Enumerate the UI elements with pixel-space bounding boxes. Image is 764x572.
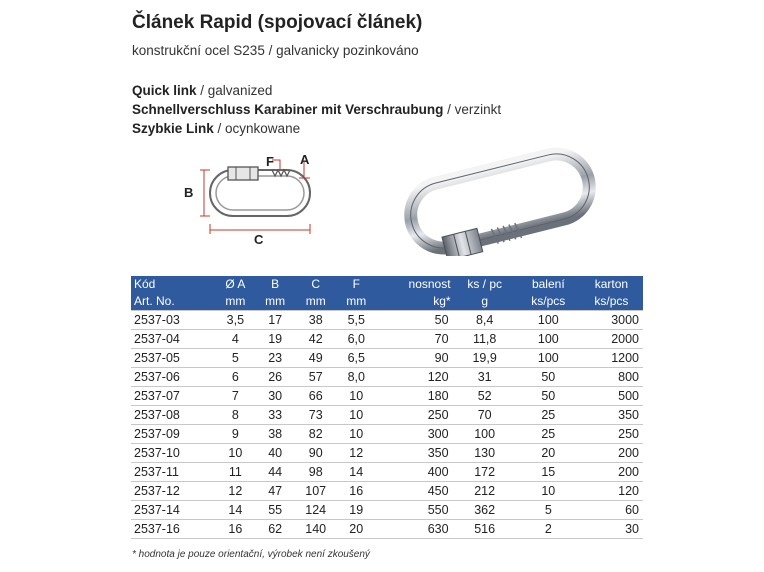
table-cell: 630 bbox=[376, 520, 452, 539]
table-cell: 16 bbox=[336, 482, 376, 501]
table-cell: 30 bbox=[255, 387, 295, 406]
column-header: C bbox=[295, 276, 336, 293]
table-cell: 31 bbox=[453, 368, 517, 387]
column-header: Art. No. bbox=[131, 293, 215, 311]
table-cell: 516 bbox=[453, 520, 517, 539]
table-cell: 100 bbox=[517, 330, 580, 349]
table-cell: 19 bbox=[336, 501, 376, 520]
table-cell: 14 bbox=[336, 463, 376, 482]
table-cell: 50 bbox=[376, 311, 452, 330]
dimension-label-b: B bbox=[184, 185, 194, 200]
specification-table bbox=[131, 276, 643, 539]
table-cell: 2537-04 bbox=[131, 330, 215, 349]
table-row bbox=[131, 406, 643, 425]
table-cell: 19,9 bbox=[453, 349, 517, 368]
table-cell: 12 bbox=[215, 482, 255, 501]
table-row bbox=[131, 311, 643, 330]
column-header: mm bbox=[336, 293, 376, 311]
table-cell: 107 bbox=[295, 482, 336, 501]
translation-desc: / ocynkowane bbox=[213, 121, 301, 136]
table-cell: 2537-05 bbox=[131, 349, 215, 368]
table-cell: 180 bbox=[376, 387, 452, 406]
table-cell: 90 bbox=[376, 349, 452, 368]
table-cell: 52 bbox=[453, 387, 517, 406]
table-cell: 33 bbox=[255, 406, 295, 425]
table-cell: 38 bbox=[295, 311, 336, 330]
table-cell: 25 bbox=[517, 425, 580, 444]
table-row bbox=[131, 349, 643, 368]
column-header: mm bbox=[295, 293, 336, 311]
table-cell: 70 bbox=[453, 406, 517, 425]
table-cell: 212 bbox=[453, 482, 517, 501]
table-cell: 2537-11 bbox=[131, 463, 215, 482]
table-row bbox=[131, 501, 643, 520]
table-cell: 40 bbox=[255, 444, 295, 463]
table-cell: 44 bbox=[255, 463, 295, 482]
translation-name: Quick link bbox=[132, 83, 197, 98]
table-cell: 57 bbox=[295, 368, 336, 387]
table-cell: 450 bbox=[376, 482, 452, 501]
table-cell: 5 bbox=[215, 349, 255, 368]
footnote: * hodnota je pouze orientační, výrobek není zkoušený bbox=[132, 549, 370, 560]
table-cell: 2537-03 bbox=[131, 311, 215, 330]
table-header-row bbox=[131, 293, 643, 311]
translation-desc: / galvanized bbox=[196, 83, 273, 98]
table-cell: 2537-08 bbox=[131, 406, 215, 425]
table-cell: 120 bbox=[580, 482, 643, 501]
table-cell: 4 bbox=[215, 330, 255, 349]
table-cell: 49 bbox=[295, 349, 336, 368]
table-cell: 8,0 bbox=[336, 368, 376, 387]
table-cell: 1200 bbox=[580, 349, 643, 368]
column-header: nosnost bbox=[376, 276, 452, 293]
table-cell: 2537-16 bbox=[131, 520, 215, 539]
table-cell: 82 bbox=[295, 425, 336, 444]
table-cell: 55 bbox=[255, 501, 295, 520]
table-cell: 6,0 bbox=[336, 330, 376, 349]
table-cell: 11 bbox=[215, 463, 255, 482]
table-cell: 26 bbox=[255, 368, 295, 387]
table-cell: 16 bbox=[215, 520, 255, 539]
table-cell: 140 bbox=[295, 520, 336, 539]
table-cell: 2537-09 bbox=[131, 425, 215, 444]
table-row bbox=[131, 387, 643, 406]
translation-name: Szybkie Link bbox=[132, 121, 214, 136]
table-body bbox=[131, 311, 643, 539]
table-cell: 120 bbox=[376, 368, 452, 387]
table-cell: 11,8 bbox=[453, 330, 517, 349]
column-header: B bbox=[255, 276, 295, 293]
table-cell: 400 bbox=[376, 463, 452, 482]
table-cell: 10 bbox=[215, 444, 255, 463]
column-header: g bbox=[453, 293, 517, 311]
table-cell: 10 bbox=[336, 406, 376, 425]
table-cell: 70 bbox=[376, 330, 452, 349]
table-cell: 25 bbox=[517, 406, 580, 425]
table-cell: 500 bbox=[580, 387, 643, 406]
table-row bbox=[131, 463, 643, 482]
table-cell: 200 bbox=[580, 444, 643, 463]
table-cell: 300 bbox=[376, 425, 452, 444]
table-cell: 7 bbox=[215, 387, 255, 406]
table-cell: 2000 bbox=[580, 330, 643, 349]
table-cell: 73 bbox=[295, 406, 336, 425]
table-cell: 23 bbox=[255, 349, 295, 368]
table-cell: 2537-10 bbox=[131, 444, 215, 463]
table-cell: 8,4 bbox=[453, 311, 517, 330]
table-cell: 20 bbox=[336, 520, 376, 539]
table-cell: 10 bbox=[336, 425, 376, 444]
quick-link-product-photo bbox=[395, 146, 605, 256]
table-cell: 47 bbox=[255, 482, 295, 501]
table-cell: 6 bbox=[215, 368, 255, 387]
table-cell: 3,5 bbox=[215, 311, 255, 330]
table-cell: 2537-12 bbox=[131, 482, 215, 501]
table-cell: 90 bbox=[295, 444, 336, 463]
table-cell: 124 bbox=[295, 501, 336, 520]
column-header: mm bbox=[215, 293, 255, 311]
dimension-label-a: A bbox=[300, 152, 310, 167]
translation-desc: / verzinkt bbox=[443, 102, 502, 117]
table-cell: 50 bbox=[517, 387, 580, 406]
table-cell: 42 bbox=[295, 330, 336, 349]
table-cell: 2537-07 bbox=[131, 387, 215, 406]
table-cell: 98 bbox=[295, 463, 336, 482]
table-cell: 20 bbox=[517, 444, 580, 463]
table-cell: 3000 bbox=[580, 311, 643, 330]
table-row bbox=[131, 368, 643, 387]
table-cell: 9 bbox=[215, 425, 255, 444]
dimension-label-c: C bbox=[254, 232, 264, 244]
table-row bbox=[131, 482, 643, 501]
table-cell: 2 bbox=[517, 520, 580, 539]
table-cell: 66 bbox=[295, 387, 336, 406]
table-cell: 2537-06 bbox=[131, 368, 215, 387]
page-title: Článek Rapid (spojovací článek) bbox=[132, 12, 423, 33]
column-header: ks / pc bbox=[453, 276, 517, 293]
table-cell: 10 bbox=[517, 482, 580, 501]
table-cell: 50 bbox=[517, 368, 580, 387]
column-header: balení bbox=[517, 276, 580, 293]
table-cell: 2537-14 bbox=[131, 501, 215, 520]
table-header-row bbox=[131, 276, 643, 293]
translation-pl bbox=[132, 121, 300, 136]
column-header: kg* bbox=[376, 293, 452, 311]
table-cell: 172 bbox=[453, 463, 517, 482]
translation-en bbox=[132, 83, 272, 98]
column-header: ks/pcs bbox=[517, 293, 580, 311]
column-header: Ø A bbox=[215, 276, 255, 293]
table-cell: 362 bbox=[453, 501, 517, 520]
table-cell: 8 bbox=[215, 406, 255, 425]
column-header: ks/pcs bbox=[580, 293, 643, 311]
quick-link-dimension-drawing bbox=[180, 152, 332, 244]
table-cell: 62 bbox=[255, 520, 295, 539]
table-cell: 100 bbox=[453, 425, 517, 444]
table-cell: 5 bbox=[517, 501, 580, 520]
table-cell: 800 bbox=[580, 368, 643, 387]
page-subtitle: konstrukční ocel S235 / galvanicky pozinkováno bbox=[132, 43, 419, 58]
table-cell: 350 bbox=[376, 444, 452, 463]
table-cell: 12 bbox=[336, 444, 376, 463]
translation-de bbox=[132, 102, 501, 117]
table-cell: 30 bbox=[580, 520, 643, 539]
table-row bbox=[131, 425, 643, 444]
table-cell: 550 bbox=[376, 501, 452, 520]
column-header: mm bbox=[255, 293, 295, 311]
table-cell: 14 bbox=[215, 501, 255, 520]
column-header: Kód bbox=[131, 276, 215, 293]
table-row bbox=[131, 330, 643, 349]
table-cell: 100 bbox=[517, 311, 580, 330]
table-cell: 6,5 bbox=[336, 349, 376, 368]
column-header: karton bbox=[580, 276, 643, 293]
table-cell: 17 bbox=[255, 311, 295, 330]
table-cell: 200 bbox=[580, 463, 643, 482]
dimension-label-f: F bbox=[266, 154, 274, 169]
table-cell: 5,5 bbox=[336, 311, 376, 330]
table-cell: 130 bbox=[453, 444, 517, 463]
table-cell: 350 bbox=[580, 406, 643, 425]
table-cell: 60 bbox=[580, 501, 643, 520]
table-cell: 19 bbox=[255, 330, 295, 349]
table-cell: 100 bbox=[517, 349, 580, 368]
table-cell: 250 bbox=[376, 406, 452, 425]
table-row bbox=[131, 520, 643, 539]
table-cell: 10 bbox=[336, 387, 376, 406]
table-cell: 250 bbox=[580, 425, 643, 444]
column-header: F bbox=[336, 276, 376, 293]
table-row bbox=[131, 444, 643, 463]
table-cell: 38 bbox=[255, 425, 295, 444]
translation-name: Schnellverschluss Karabiner mit Verschraubung bbox=[132, 102, 444, 117]
table-cell: 15 bbox=[517, 463, 580, 482]
